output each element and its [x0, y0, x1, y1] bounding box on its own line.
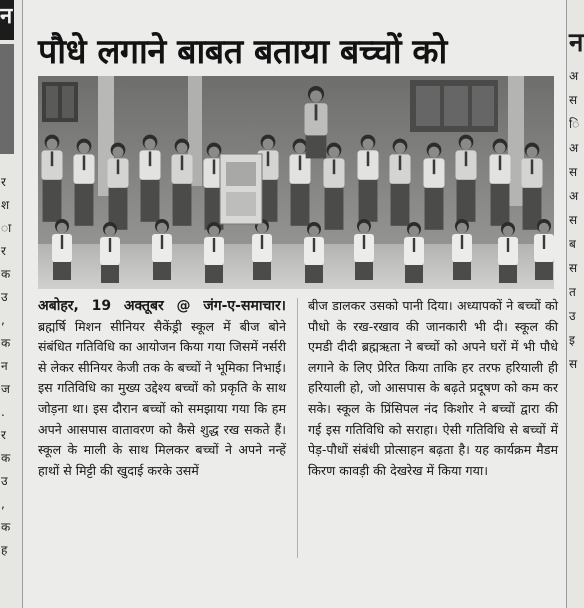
adjacent-text-fragment: उ: [569, 309, 576, 323]
adjacent-text-fragment: र: [1, 428, 6, 442]
adjacent-text-fragment: ,: [1, 497, 5, 511]
adjacent-article-left: [0, 0, 23, 608]
adjacent-text-fragment: क: [1, 336, 11, 350]
adjacent-text-fragment: ,: [1, 313, 5, 327]
adjacent-text-fragment: अ: [569, 69, 579, 83]
adjacent-text-fragment: स: [569, 213, 578, 227]
adjacent-text-fragment: क: [1, 520, 11, 534]
adjacent-text-fragment: ज: [1, 382, 10, 396]
adjacent-text-fragment: र: [1, 175, 6, 189]
schoolchildren-photo: [38, 76, 554, 289]
adjacent-photo-edge: [0, 44, 14, 154]
adjacent-text-fragment: र: [1, 244, 6, 258]
adjacent-text-fragment: स: [569, 261, 578, 275]
adjacent-text-fragment: त: [569, 285, 576, 299]
adjacent-text-fragment: न: [1, 359, 8, 373]
adjacent-headline-fragment: न: [569, 28, 584, 58]
adjacent-text-fragment: श: [1, 198, 10, 212]
adjacent-text-fragment: उ: [1, 474, 8, 488]
adjacent-text-fragment: .: [1, 405, 5, 419]
adjacent-headline-fragment: न: [0, 4, 13, 29]
adjacent-text-fragment: स: [569, 165, 578, 179]
article-column-2: [308, 296, 558, 481]
column-rule: [297, 298, 298, 558]
adjacent-text-fragment: इ: [569, 333, 575, 347]
article-photo: [38, 76, 554, 289]
adjacent-text-fragment: ह: [1, 543, 8, 557]
adjacent-text-fragment: अ: [569, 189, 579, 203]
adjacent-text-fragment: उ: [1, 290, 8, 304]
adjacent-text-fragment: अ: [569, 141, 579, 155]
article-text-col1: ब्रह्मर्षि मिशन सीनियर सैकेंड्री स्कूल में बीज बोने संबंधित गतिविधि का आयोजन किया गया जिसमें नर्सरी से लेकर सीनियर केजी तक के बच्चों ने भूमिका निभाई। इस गतिविधि का मुख्य उद्देश्य बच्चों को प्रकृति के साथ जोड़ना था। इस दौरान बच्चों को समझाया गया कि हम अपने आसपास वातावरण को कैसे शुद्ध रख सकते हैं। स्कूल के माली के साथ मिलकर बच्चों ने अपने नन्हें हाथों से मिट्टी की खुदाई करके उसमें: [38, 318, 286, 478]
adjacent-text-fragment: ि: [569, 117, 580, 131]
article-dateline: अबोहर, 19 अक्तूबर @ जंग-ए-समाचार।: [38, 298, 286, 314]
article-text-col2: बीज डालकर उसको पानी दिया। अध्यापकों ने बच्चों को पौधो के रख-रखाव की जानकारी भी दी। स्कूल की एमडी दीदी ब्रह्मऋता ने बच्चों को अपने घरों में भी पौधे लगाने के लिए प्रेरित किया ताकि हर तरफ हरियाली ही हरियाली हो, जो आसपास के बढ़ते प्रदूषण को कम कर सके। स्कूल के प्रिंसिपल नंद किशोर ने बच्चों द्वारा की गई इस गतिविधि को सराहा। ऐसी गतिविधि से बच्चों में पेड़-पौधों संबंधी प्रोत्साहन बढ़ता है। यह कार्यक्रम मैडम किरण कावड़ी की देखरेख में किया गया।: [308, 298, 558, 478]
adjacent-text-fragment: स: [569, 357, 578, 371]
adjacent-article-right: [566, 0, 584, 608]
article-headline: पौधे लगाने बाबत बताया बच्चों को: [38, 32, 447, 72]
adjacent-text-fragment: स: [569, 93, 578, 107]
article-column-1: [38, 296, 286, 481]
adjacent-text-fragment: क: [1, 267, 11, 281]
adjacent-text-fragment: क: [1, 451, 11, 465]
adjacent-text-fragment: ब: [569, 237, 576, 251]
adjacent-text-fragment: ा: [1, 221, 12, 235]
